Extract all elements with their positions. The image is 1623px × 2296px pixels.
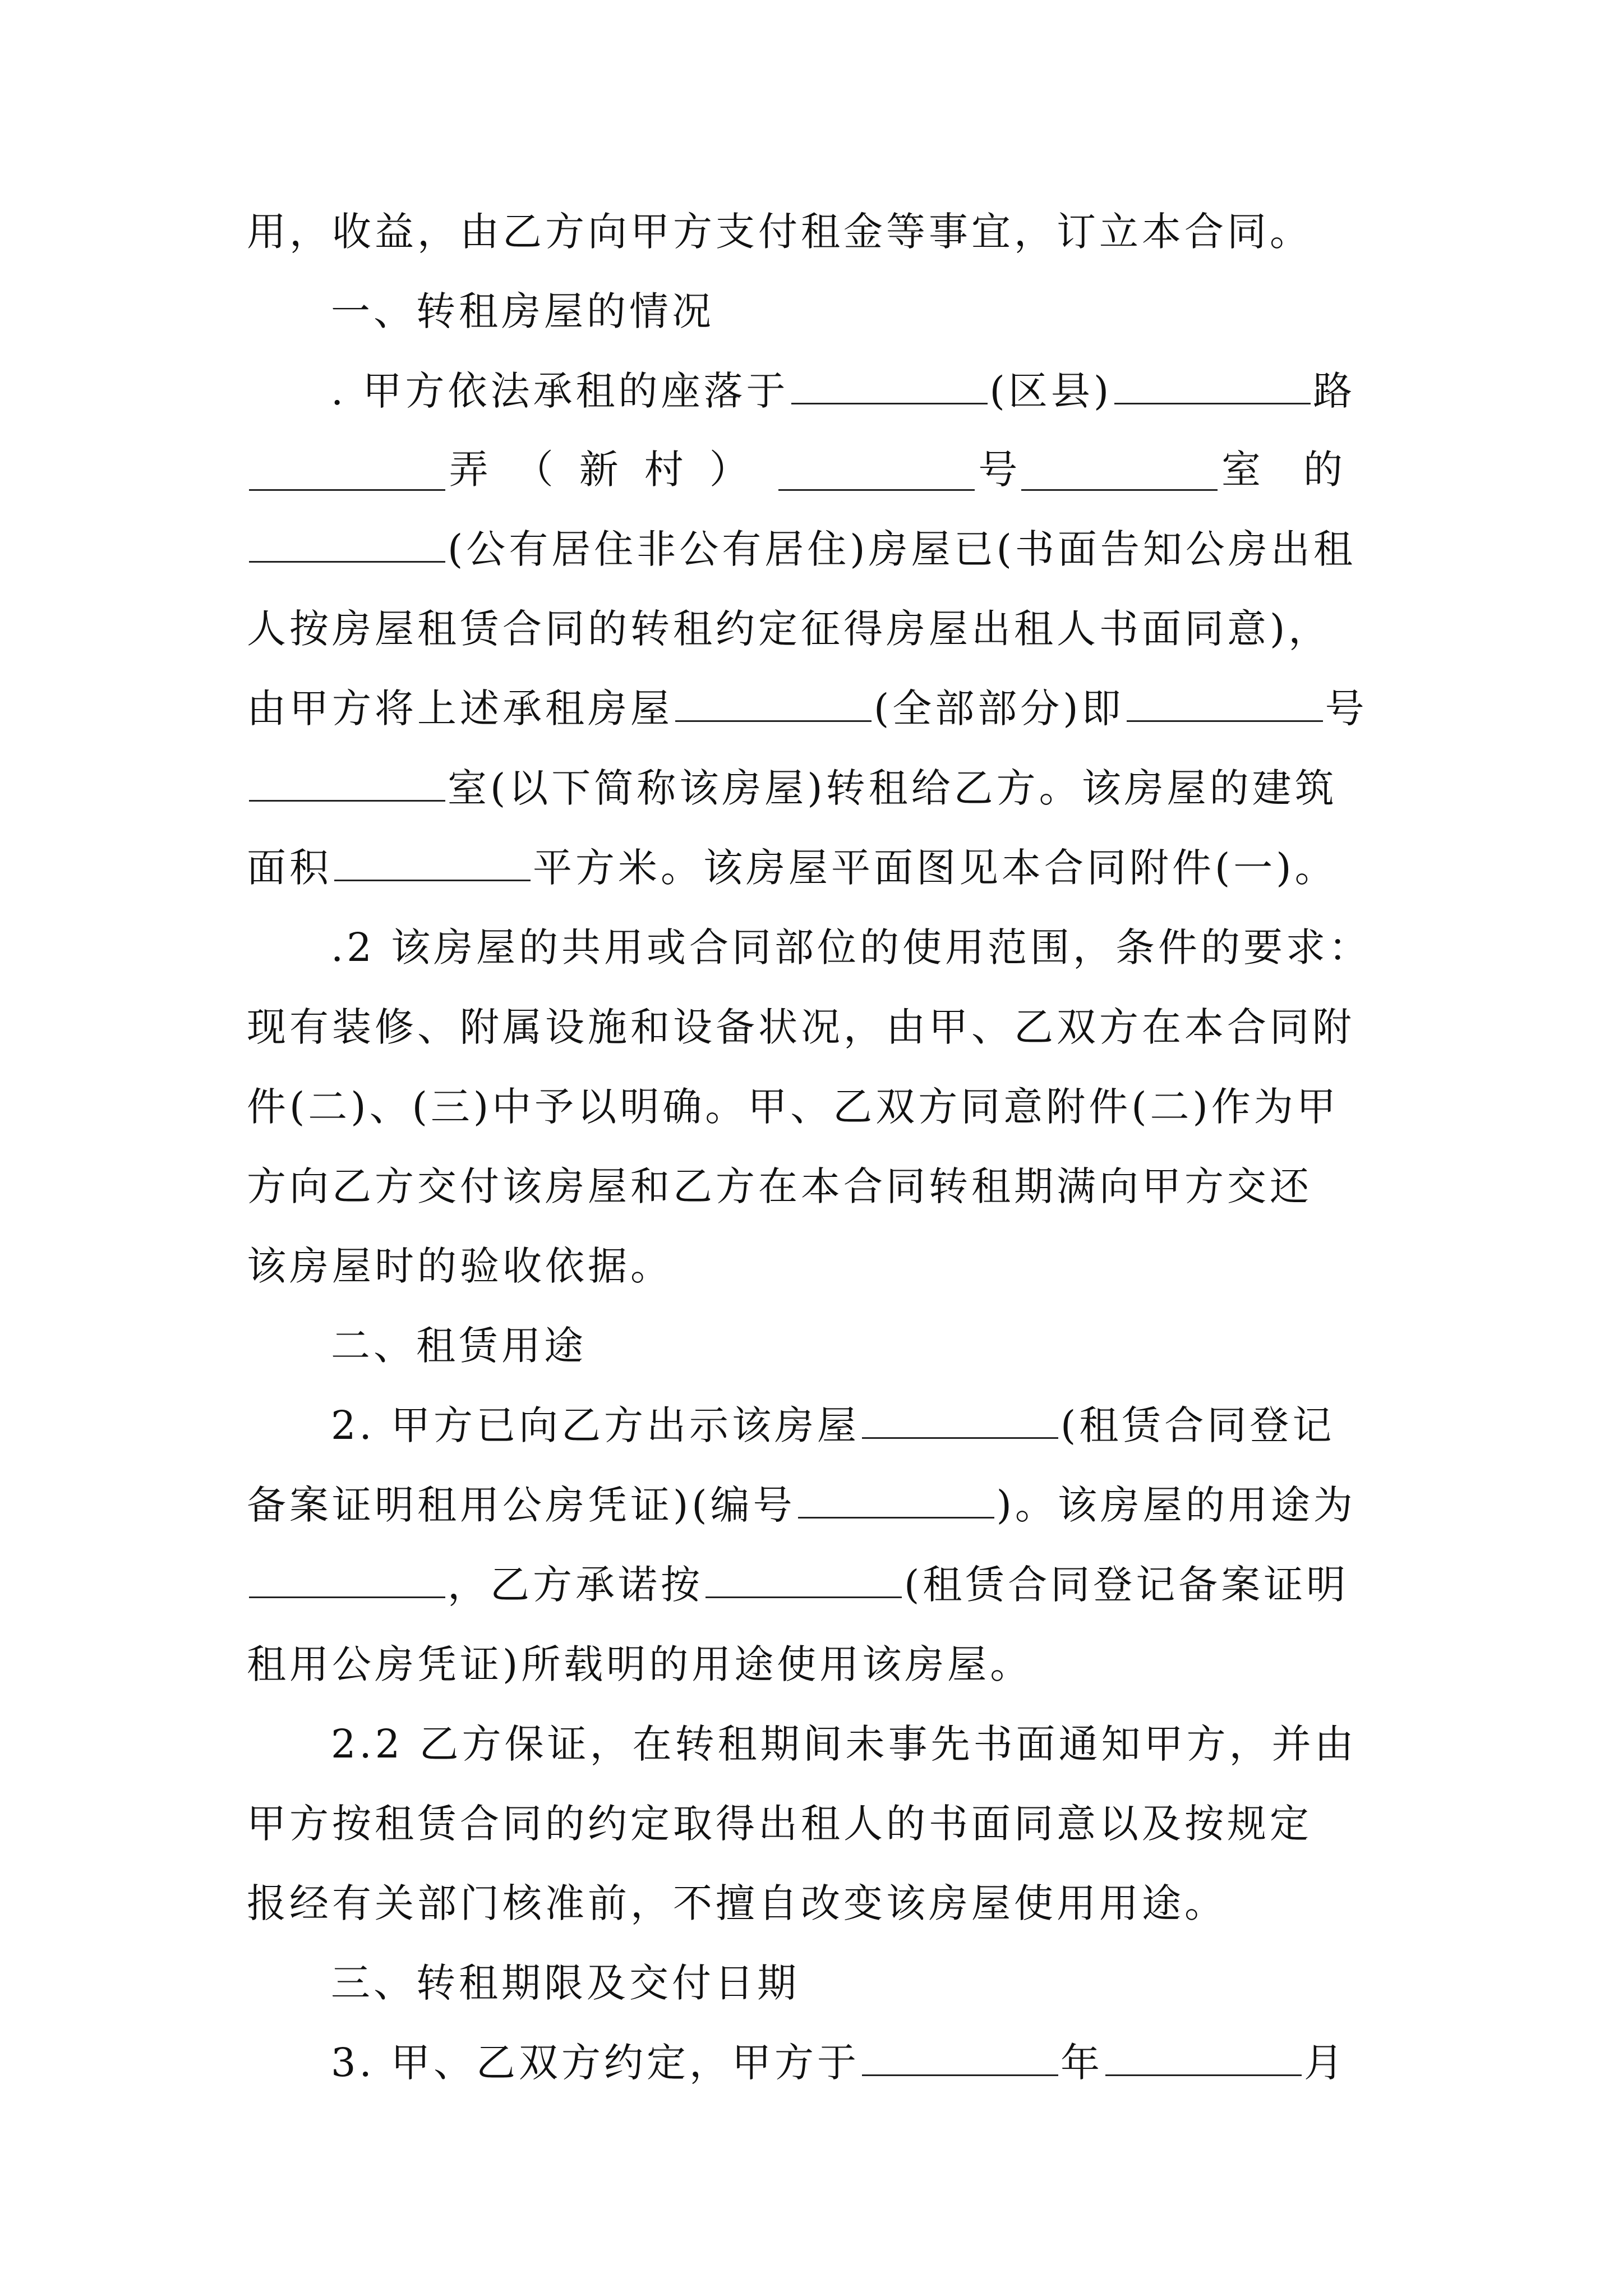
- text-segment: 路: [1313, 368, 1356, 414]
- text-line: 方向乙方交付该房屋和乙方在本合同转租期满向甲方交还: [247, 1163, 1312, 1209]
- fill-in-blank[interactable]: [1021, 487, 1218, 491]
- text-segment: 月: [1304, 2040, 1347, 2086]
- fill-in-blank[interactable]: [1114, 401, 1311, 404]
- fill-in-blank[interactable]: [791, 401, 988, 404]
- text-line: [331, 1389, 1385, 1462]
- section-heading: 二、租赁用途: [331, 1323, 587, 1369]
- fill-in-blank[interactable]: [798, 1515, 994, 1519]
- text-line: [247, 752, 1385, 825]
- fill-in-blank[interactable]: [675, 718, 872, 722]
- text-segment: 平方米。该房屋平面图见本合同附件(一)。: [533, 845, 1338, 891]
- text-segment: ，乙方承诺按: [448, 1562, 703, 1608]
- text-line: 甲方按租赁合同的约定取得出租人的书面同意以及按规定: [247, 1801, 1312, 1847]
- text-line: [247, 433, 1385, 506]
- fill-in-blank[interactable]: [1127, 718, 1323, 722]
- fill-in-blank[interactable]: [862, 2072, 1058, 2076]
- text-line: [247, 672, 1385, 745]
- text-line: [247, 831, 1385, 904]
- text-segment: 室(以下简称该房屋)转租给乙方。该房屋的建筑: [448, 765, 1338, 811]
- text-segment: 弄（新村）: [449, 447, 774, 493]
- text-segment: 面积: [247, 845, 332, 891]
- text-line: 件(二)、(三)中予以明确。甲、乙双方同意附件(二)作为甲: [247, 1084, 1339, 1130]
- fill-in-blank[interactable]: [249, 487, 445, 491]
- text-line: [247, 1548, 1385, 1621]
- text-segment: 号: [978, 447, 1018, 493]
- text-segment: 年: [1061, 2040, 1104, 2086]
- text-segment: (全部部分)即: [874, 685, 1124, 731]
- fill-in-blank[interactable]: [249, 798, 445, 802]
- section-heading: 三、转租期限及交付日期: [331, 1960, 800, 2006]
- text-line: [331, 355, 1385, 427]
- text-line: 人按房屋租赁合同的转租约定征得房屋出租人书面同意)，: [247, 606, 1331, 652]
- text-segment: 2. 甲方已向乙方出示该房屋: [331, 1402, 860, 1448]
- text-line: 租用公房凭证)所载明的用途使用该房屋。: [247, 1641, 1033, 1687]
- text-segment: )。该房屋的用途为: [996, 1482, 1356, 1528]
- text-line: [247, 1469, 1385, 1542]
- text-segment: (区县): [989, 368, 1113, 414]
- text-line: [331, 2026, 1385, 2099]
- text-line: [247, 513, 1385, 586]
- fill-in-blank[interactable]: [706, 1594, 902, 1598]
- fill-in-blank[interactable]: [249, 559, 445, 563]
- text-line: 报经有关部门核准前，不擅自改变该房屋使用用途。: [247, 1880, 1227, 1926]
- text-line: 该房屋时的验收依据。: [247, 1243, 673, 1289]
- text-segment: 室的: [1221, 447, 1385, 493]
- text-segment: (租赁合同登记备案证明: [904, 1562, 1349, 1608]
- fill-in-blank[interactable]: [862, 1435, 1058, 1439]
- text-line: .2 该房屋的共用或合同部位的使用范围，条件的要求：: [331, 924, 1372, 970]
- fill-in-blank[interactable]: [1105, 2072, 1302, 2076]
- text-line: 2.2 乙方保证，在转租期间未事先书面通知甲方，并由: [331, 1721, 1357, 1767]
- text-segment: 备案证明租用公房凭证)(编号: [247, 1482, 796, 1528]
- text-segment: 由甲方将上述承租房屋: [247, 685, 673, 731]
- text-segment: 3. 甲、乙双方约定，甲方于: [331, 2040, 860, 2086]
- text-line: 现有装修、附属设施和设备状况，由甲、乙双方在本合同附: [247, 1004, 1355, 1050]
- text-segment: 号: [1325, 685, 1368, 731]
- text-segment: (租赁合同登记: [1061, 1402, 1335, 1448]
- section-heading: 一、转租房屋的情况: [331, 288, 714, 334]
- fill-in-blank[interactable]: [778, 487, 975, 491]
- text-segment: . 甲方依法承租的座落于: [331, 368, 789, 414]
- fill-in-blank[interactable]: [249, 1594, 445, 1598]
- text-line: 用，收益，由乙方向甲方支付租金等事宜，订立本合同。: [247, 209, 1312, 255]
- text-segment: (公有居住非公有居住)房屋已(书面告知公房出租: [448, 526, 1356, 572]
- fill-in-blank[interactable]: [334, 877, 531, 881]
